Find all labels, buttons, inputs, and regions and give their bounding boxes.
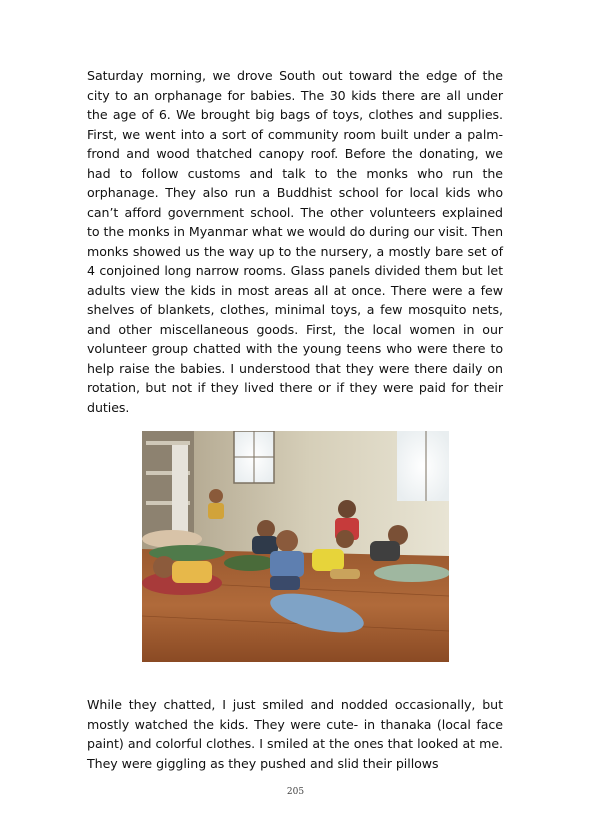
orphanage-nursery-photo xyxy=(142,431,449,662)
body-paragraph-2: While they chatted, I just smiled and nodded occasionally, but mostly watched the kids. They were cute- in thanaka (local face paint) and colorful clothes. I smiled at the ones that looked at me. They were giggling as they pushed and slid their pillows xyxy=(87,697,503,771)
page-number: 205 xyxy=(286,787,305,797)
body-paragraph-1: Saturday morning, we drove South out toward the edge of the city to an orphanage for babies. The 30 kids there are all under the age of 6. We brought big bags of toys, clothes and supplies. First, we went into a sort of community room built under a palm-frond and wood thatched canopy roof. Before the donating, we had to follow customs and talk to the monks who run the orphanage. They also run a Buddhist school for local kids who can’t afford government school. The other volunteers explained to the monks in Myanmar what we would do during our visit. Then monks showed us the way up to the nursery, a mostly bare set of 4 conjoined long narrow rooms. Glass panels divided them but let adults view the kids in most areas all at once. There were a few shelves of blankets, clothes, minimal toys, a few mosquito nets, and other miscellaneous goods. First, the local women in our volunteer group chatted with the young teens who were there to help raise the babies. I understood that they were there daily on rotation, but not if they lived there or if they were paid for their duties. xyxy=(87,68,503,415)
